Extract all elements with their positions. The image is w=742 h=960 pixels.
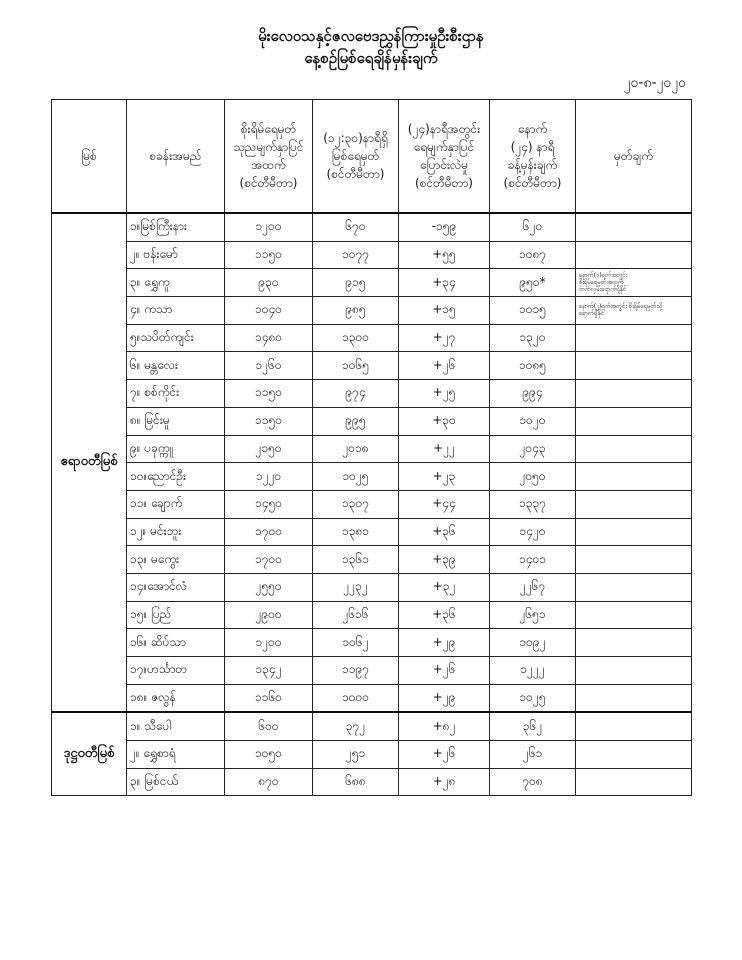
table-row (52, 768, 692, 796)
change-cell: +၂၉ (399, 629, 490, 657)
change-cell: +၂၅ (399, 380, 490, 408)
report-date: ၂၀-၈-၂၀၂၀ (623, 75, 686, 91)
station-cell: ၁၀။ညောင်ဦး (127, 463, 225, 491)
table-row (52, 601, 692, 629)
change-cell: +၂၇ (399, 324, 490, 352)
current-level-cell: ၁၀၇၇ (313, 241, 399, 269)
change-cell: +၃၀ (399, 407, 490, 435)
table-row (52, 490, 692, 518)
forecast-cell: ၂၆၁ (490, 741, 576, 769)
col-header-remark: မှတ်ချက် (576, 100, 692, 214)
current-level-cell: ၃၇၂ (313, 712, 399, 740)
forecast-cell: ၂၀၅၀ (490, 463, 576, 491)
remark-cell (576, 490, 692, 518)
remark-cell (576, 463, 692, 491)
station-cell: ၃။ ရွှေကူ (127, 269, 225, 297)
current-level-cell: ၁၁၉၇ (313, 657, 399, 685)
forecast-cell: ၁၄၀၁ (490, 546, 576, 574)
forecast-cell: ၁၀၈၇ (490, 241, 576, 269)
col-header-station: စခန်းအမည် (127, 100, 225, 214)
remark-cell (576, 518, 692, 546)
current-level-cell: ၁၀၆၂ (313, 629, 399, 657)
col-header-river: မြစ် (52, 100, 127, 214)
forecast-cell: ၂၀၄၃ (490, 435, 576, 463)
danger-level-cell: ၂၉၀၀ (225, 601, 313, 629)
remark-cell (576, 241, 692, 269)
current-level-cell: ၉၇၄ (313, 380, 399, 408)
current-level-cell: ၉၉၅ (313, 407, 399, 435)
station-cell: ၁၅။ ပြည် (127, 601, 225, 629)
river-name-cell: ဒုဋ္ဌဝတီမြစ် (52, 712, 127, 796)
danger-level-cell: ၂၁၅၀ (225, 435, 313, 463)
change-cell: +၂၆ (399, 741, 490, 769)
danger-level-cell: ၁၂၆၀ (225, 352, 313, 380)
forecast-cell: ၆၂၀ (490, 213, 576, 241)
change-cell: +၅၅ (399, 241, 490, 269)
danger-level-cell: ၁၄၅၀ (225, 490, 313, 518)
forecast-cell: ၂၆၅၁ (490, 601, 576, 629)
table-row (52, 657, 692, 685)
remark-cell (576, 352, 692, 380)
current-level-cell: ၉၈၅ (313, 297, 399, 325)
table-row (52, 380, 692, 408)
current-level-cell: ၁၃၈၁ (313, 518, 399, 546)
current-level-cell: ၁၀၀၀ (313, 684, 399, 712)
change-cell: +၄၄ (399, 490, 490, 518)
table-row (52, 712, 692, 740)
station-cell: ၂။ ဗန်းမော် (127, 241, 225, 269)
current-level-cell: ၂၀၁၈ (313, 435, 399, 463)
forecast-cell: ၁၃၃၇ (490, 490, 576, 518)
change-cell: +၃၉ (399, 546, 490, 574)
report-title: နေ့စဉ်မြစ်ရေချိန်မှန်းချက် (304, 49, 438, 67)
table-row (52, 573, 692, 601)
change-cell: +၁၅ (399, 297, 490, 325)
forecast-cell: ၁၀၂၀ (490, 407, 576, 435)
change-cell: +၂၃ (399, 463, 490, 491)
danger-level-cell: ၁၁၅၀ (225, 407, 313, 435)
station-cell: ၃။ မြစ်ငယ် (127, 768, 225, 796)
danger-level-cell: ၁၇၀၀ (225, 518, 313, 546)
station-cell: ၈။ မြင်းမူ (127, 407, 225, 435)
danger-level-cell: ၁၂၀၀ (225, 213, 313, 241)
remark-cell (576, 684, 692, 712)
table-row (52, 352, 692, 380)
table-row (52, 546, 692, 574)
table-row (52, 435, 692, 463)
danger-level-cell: ၆၀၀ (225, 712, 313, 740)
forecast-cell: ၁၂၂၂ (490, 657, 576, 685)
danger-level-cell: ၁၄၈၀ (225, 324, 313, 352)
col-header-forecast: နောက် (၂၄) နာရီ ခန့်မှန်းချက် (စင်တီမီတာ) (490, 100, 576, 214)
forecast-cell: ၃၆၂ (490, 712, 576, 740)
remark-cell (576, 573, 692, 601)
change-cell: +၃၆ (399, 601, 490, 629)
station-cell: ၁၁။ ချောက် (127, 490, 225, 518)
change-cell: +၂၉ (399, 684, 490, 712)
forecast-cell: ၁၀၈၅ (490, 352, 576, 380)
station-cell: ၄။ ကသာ (127, 297, 225, 325)
danger-level-cell: ၈၇၀ (225, 768, 313, 796)
forecast-cell: ၁၃၂၀ (490, 324, 576, 352)
current-level-cell: ၂၆၁၆ (313, 601, 399, 629)
remark-cell: နောက်(၂)ရက်အတွင်း စိုးရိမ်ရေမှတ်သို့ ရောက်ရှိနိုင် (576, 297, 692, 325)
danger-level-cell: ၁၀၄၀ (225, 297, 313, 325)
table-row (52, 407, 692, 435)
table-row (52, 629, 692, 657)
current-level-cell: ၁၃၀၀ (313, 324, 399, 352)
station-cell: ၁၄။အောင်လံ (127, 573, 225, 601)
remark-cell (576, 629, 692, 657)
change-cell: +၂၆ (399, 352, 490, 380)
current-level-cell: ၁၀၆၅ (313, 352, 399, 380)
danger-level-cell: ၁၃၄၂ (225, 657, 313, 685)
department-title: မိုးလေဝသနှင့်ဇလဗေဒညွှန်ကြားမှုဦးစီးဌာန (258, 27, 484, 45)
station-cell: ၆။ မန္တလေး (127, 352, 225, 380)
danger-level-cell: ၁၂၀၀ (225, 629, 313, 657)
remark-cell (576, 435, 692, 463)
station-cell: ၁၂။ မင်းဘူး (127, 518, 225, 546)
danger-level-cell: ၉၃၀ (225, 269, 313, 297)
danger-level-cell: ၂၅၅၀ (225, 573, 313, 601)
station-cell: ၁၆။ ဆိပ်သာ (127, 629, 225, 657)
current-level-cell: ၆၇၀ (313, 213, 399, 241)
table-row (52, 741, 692, 769)
current-level-cell: ၁၀၂၅ (313, 463, 399, 491)
station-cell: ၅။သပိတ်ကျင်း (127, 324, 225, 352)
current-level-cell: ၆၈၈ (313, 768, 399, 796)
forecast-cell: ၁၄၂၀ (490, 518, 576, 546)
table-body (52, 213, 692, 796)
remark-cell (576, 324, 692, 352)
table-row (52, 269, 692, 297)
col-header-danger-level: စိုးရိမ်ရေမှတ် သုညမျက်နှာပြင် အထက် (စင်တီမီတာ) (225, 100, 313, 214)
remark-cell (576, 213, 692, 241)
forecast-cell: ၉၉၄ (490, 380, 576, 408)
station-cell: ၁၃။ မကွေး (127, 546, 225, 574)
current-level-cell: ၉၁၅ (313, 269, 399, 297)
remark-cell (576, 768, 692, 796)
change-cell: -၁၅၉ (399, 213, 490, 241)
change-cell: +၃၄ (399, 269, 490, 297)
forecast-cell: ၁၀၉၂ (490, 629, 576, 657)
remark-cell (576, 407, 692, 435)
forecast-cell: ၁၀၂၅ (490, 684, 576, 712)
current-level-cell: ၂၅၁ (313, 741, 399, 769)
current-level-cell: ၁၃၆၁ (313, 546, 399, 574)
danger-level-cell: ၁၀၅၀ (225, 741, 313, 769)
change-cell: +၂၆ (399, 657, 490, 685)
river-name-cell: ဧရာဝတီမြစ် (52, 213, 127, 712)
table-row (52, 213, 692, 241)
danger-level-cell: ၁၁၆၀ (225, 684, 313, 712)
forecast-cell: ၁၀၁၅ (490, 297, 576, 325)
river-level-table (51, 99, 692, 796)
station-cell: ၁၇။ဟင်္သာတ (127, 657, 225, 685)
station-cell: ၁။မြစ်ကြီးနား (127, 213, 225, 241)
table-row (52, 518, 692, 546)
current-level-cell: ၂၂၃၂ (313, 573, 399, 601)
change-cell: +၂၈ (399, 768, 490, 796)
change-cell: +၃၂ (399, 573, 490, 601)
danger-level-cell: ၁၁၅၀ (225, 241, 313, 269)
remark-cell: နောက်(၁)ရက်အတွင်း စိုးရိမ်ရေမှတ်အထက် တက်လှမ်းရောက်ရှိနိုင် (576, 269, 692, 297)
table-row (52, 324, 692, 352)
header-row (52, 100, 692, 214)
station-cell: ၇။ စစ်ကိုင်း (127, 380, 225, 408)
forecast-cell: ၂၂၆၇ (490, 573, 576, 601)
station-cell: ၉။ ပခုက္ကူ (127, 435, 225, 463)
col-header-change: (၂၄)နာရီအတွင်း ရေမျက်နှာပြင် ပြောင်းလဲမှု (စင်တီမီတာ) (399, 100, 490, 214)
table-row (52, 241, 692, 269)
remark-cell (576, 657, 692, 685)
station-cell: ၂။ ရွှေစာရံ (127, 741, 225, 769)
change-cell: +၈၂ (399, 712, 490, 740)
danger-level-cell: ၁၇၀၀ (225, 546, 313, 574)
current-level-cell: ၁၃၀၇ (313, 490, 399, 518)
forecast-cell: ၉၅၀* (490, 269, 576, 297)
table-row (52, 297, 692, 325)
danger-level-cell: ၁၂၂၀ (225, 463, 313, 491)
table-row (52, 684, 692, 712)
table-row (52, 463, 692, 491)
change-cell: +၃၆ (399, 518, 490, 546)
remark-cell (576, 546, 692, 574)
remark-cell (576, 741, 692, 769)
col-header-current-level: (၁၂:၃၀)နာရီရှိ မြစ်ရေမှတ် (စင်တီမီတာ) (313, 100, 399, 214)
danger-level-cell: ၁၁၅၀ (225, 380, 313, 408)
station-cell: ၁၈။ ဇလွန် (127, 684, 225, 712)
remark-cell (576, 380, 692, 408)
change-cell: +၂၂ (399, 435, 490, 463)
station-cell: ၁။ သီပေါ (127, 712, 225, 740)
remark-cell (576, 601, 692, 629)
forecast-cell: ၇၀၈ (490, 768, 576, 796)
remark-cell (576, 712, 692, 740)
